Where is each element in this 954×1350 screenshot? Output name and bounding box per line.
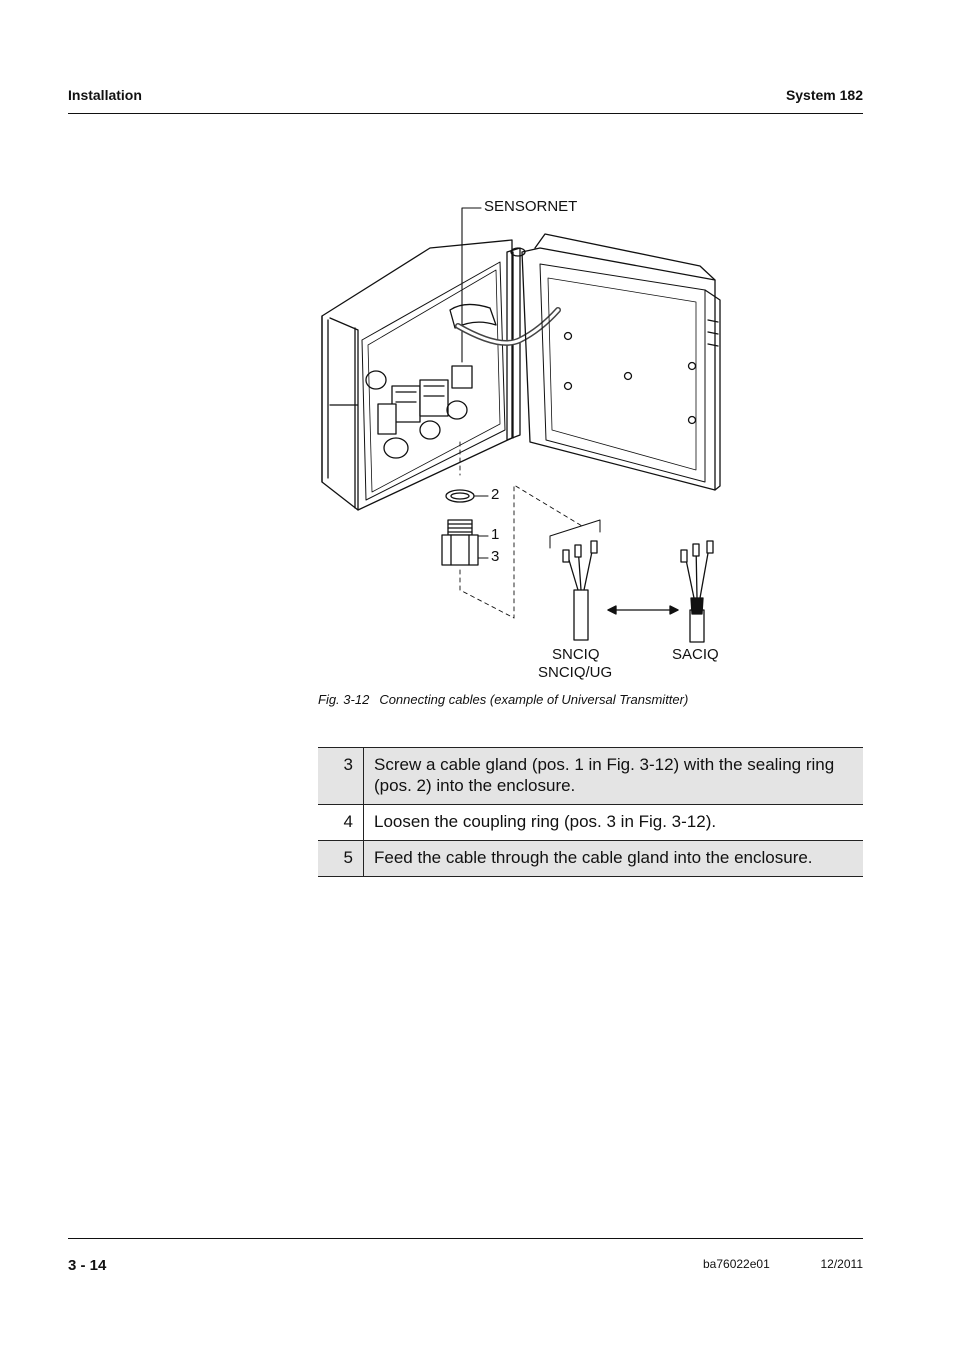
step-row [318, 841, 863, 877]
document-id: ba76022e01 [703, 1257, 770, 1271]
sncliq-label: SNCIQ [552, 646, 600, 663]
sensornet-label: SENSORNET [484, 198, 578, 215]
header-section-title: Installation [68, 87, 142, 103]
saciq-label: SACIQ [672, 646, 719, 663]
figure-number: Fig. 3-12 [318, 692, 370, 707]
step-number: 5 [318, 841, 364, 877]
header-product-name: System 182 [785, 87, 863, 103]
step-text: Screw a cable gland (pos. 1 in Fig. 3-12) with the sealing ring (pos. 2) into the enclosure. [374, 755, 835, 795]
page-number: 3 - 14 [68, 1257, 107, 1274]
figure-caption [318, 692, 688, 707]
header-rule [68, 113, 863, 114]
step-number: 3 [318, 748, 364, 805]
step-row [318, 805, 863, 841]
enclosure-figure [300, 190, 760, 690]
step-row [318, 748, 863, 805]
step-text: Loosen the coupling ring (pos. 3 in Fig. 3-12). [374, 812, 717, 831]
document-date: 12/2011 [820, 1257, 863, 1271]
enclosure-illustration [300, 190, 760, 690]
footer-rule [68, 1238, 863, 1239]
position-3-label: 3 [491, 548, 500, 565]
position-1-label: 1 [491, 526, 500, 543]
step-text: Feed the cable through the cable gland into the enclosure. [374, 848, 813, 867]
step-number: 4 [318, 805, 364, 841]
sncliq-ug-label: SNCIQ/UG [538, 664, 613, 681]
figure-caption-text: Connecting cables (example of Universal Transmitter) [379, 692, 689, 707]
position-2-label: 2 [491, 486, 500, 503]
steps-table [318, 747, 863, 877]
